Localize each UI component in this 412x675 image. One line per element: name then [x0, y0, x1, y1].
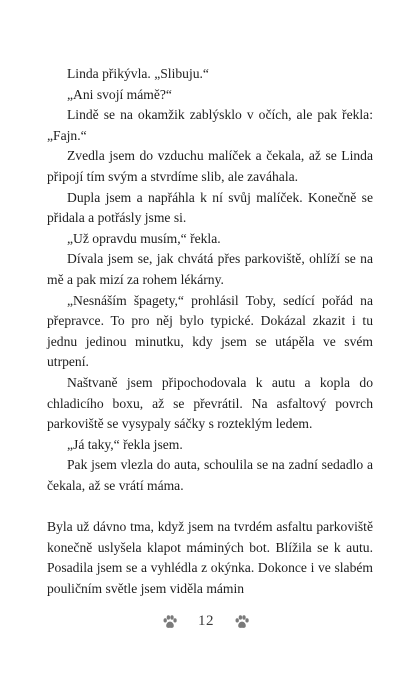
page-number: 12: [198, 613, 214, 629]
paragraph-5: Dupla jsem a napřáhla k ní svůj malíček. Konečně se přidala a potřásly jsme si.: [47, 189, 373, 226]
section-break: [47, 496, 373, 517]
paragraph-2: „Ani svojí mámě?“: [67, 86, 172, 102]
paragraph-10: „Já taky,“ řekla jsem.: [67, 436, 183, 452]
paragraph-1: Linda přikývla. „Slibuju.“: [67, 66, 209, 81]
paragraph-9: Naštvaně jsem připochodovala k autu a kopla do chladicího boxu, až se převrátil. Na asfaltový povrch parkoviště se vysypaly sáčky s rozteklým ledem.: [47, 374, 373, 432]
paragraph-7: Dívala jsem se, jak chvátá přes parkoviště, ohlíží se na mě a pak mizí za rohem lékárny.: [47, 251, 373, 287]
page-footer: [0, 613, 412, 630]
body-text: [47, 64, 373, 599]
paragraph-3: Lindě se na okamžik zablýsklo v očích, ale pak řekla: „Fajn.“: [47, 107, 373, 143]
paragraph-8: „Nesnáším špagety,“ prohlásil Toby, sedící pořád na přepravce. To pro něj bylo typické. Dokázal zkazit i tu jednu jedinou minutku, kdy jsem se utápěla ve svém utrpení.: [47, 292, 373, 370]
paw-print-icon: [234, 614, 250, 630]
paragraph-11: Pak jsem vlezla do auta, schoulila se na zadní sedadlo a čekala, až se vrátí máma.: [47, 457, 373, 493]
paw-print-icon: [162, 614, 178, 630]
paragraph-4: Zvedla jsem do vzduchu malíček a čekala, až se Linda připojí tím svým a stvrdíme slib, ale zaváhala.: [47, 148, 373, 184]
paragraph-6: „Už opravdu musím,“ řekla.: [67, 230, 221, 246]
section-2-paragraph: Byla už dávno tma, když jsem na tvrdém asfaltu parkoviště konečně uslyšela klapot máminých bot. Blížila se k autu. Posadila jsem se a vyhlédla z okýnka. Dokonce i ve slabém pouličním světle jsem viděla mámin: [47, 519, 373, 596]
